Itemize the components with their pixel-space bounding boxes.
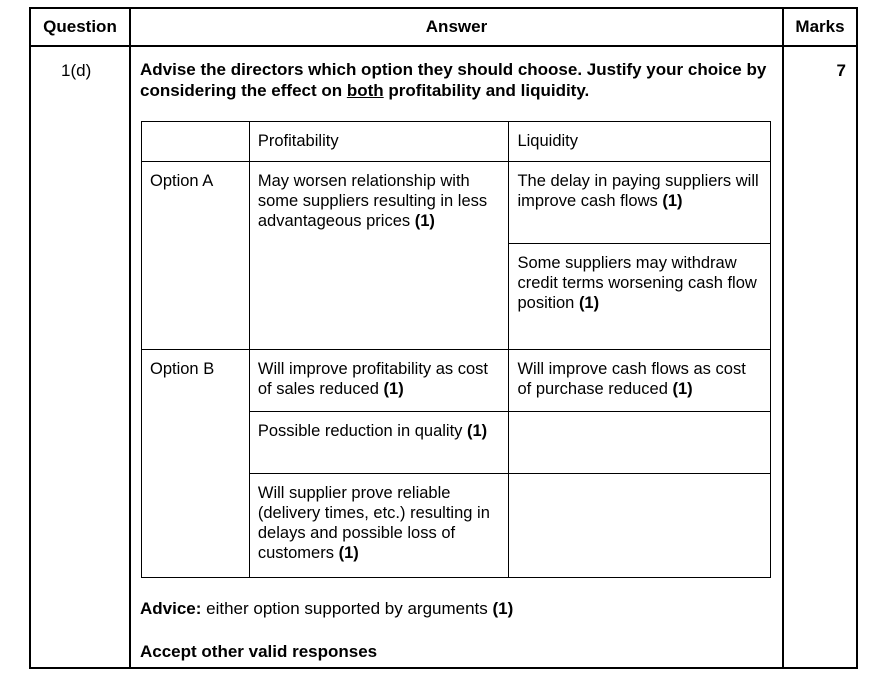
cell-a-profit (249, 162, 509, 350)
mark-label: (1) (338, 544, 359, 562)
options-table (141, 121, 771, 578)
empty-cell (509, 412, 771, 474)
mark-label: (1) (467, 422, 488, 440)
cell-a-liquidity-2 (509, 244, 771, 350)
marks-value: 7 (836, 61, 846, 80)
question-number: 1(d) (61, 61, 92, 80)
header-divider (31, 45, 856, 47)
cell-text: Some suppliers may withdraw credit terms worsening cash flow position (517, 254, 757, 312)
header-answer: Answer (425, 17, 488, 36)
col-header-liquidity: Liquidity (509, 122, 771, 162)
cell-text: Will improve profitability as cost of sales reduced (257, 360, 489, 398)
row-label-option-a: Option A (142, 162, 250, 350)
header-question: Question (43, 17, 117, 36)
header-marks: Marks (795, 17, 845, 36)
mark-label: (1) (383, 380, 404, 398)
cell-text: Possible reduction in quality (257, 422, 463, 440)
cell-text: Will improve cash flows as cost of purchase reduced (517, 360, 746, 398)
empty-cell (509, 474, 771, 578)
row-label-option-b: Option B (142, 350, 250, 578)
question-prompt (140, 59, 780, 101)
advice-label: Advice: (140, 599, 202, 618)
prompt-underlined: both (346, 81, 384, 100)
cell-text: Will supplier prove reliable (delivery times, etc.) resulting in delays and possible loss of customers (257, 484, 490, 562)
mark-label: (1) (414, 212, 435, 230)
cell-b-profit-2 (249, 412, 509, 474)
advice-text: either option supported by arguments (201, 599, 493, 618)
prompt-text-end: profitability and liquidity. (383, 81, 590, 100)
cell-b-profit-3 (249, 474, 509, 578)
column-divider (782, 9, 784, 667)
mark-label: (1) (672, 380, 693, 398)
advice-line (140, 599, 513, 619)
mark-label: (1) (662, 192, 683, 210)
cell-text: May worsen relationship with some suppliers resulting in less advantageous prices (257, 172, 488, 230)
accept-note: Accept other valid responses (140, 642, 378, 661)
cell-a-liquidity-1 (509, 162, 771, 244)
mark-scheme-table (29, 7, 858, 669)
cell-b-profit-1 (249, 350, 509, 412)
cell-text: The delay in paying suppliers will improve cash flows (517, 172, 759, 210)
advice-mark: (1) (492, 599, 514, 618)
cell-b-liquidity-1 (509, 350, 771, 412)
mark-label: (1) (578, 294, 600, 312)
empty-cell (142, 122, 250, 162)
col-header-profitability: Profitability (249, 122, 509, 162)
column-divider (129, 9, 131, 667)
prompt-text: Advise the directors which option they should choose. Justify your choice by considering the effect on (140, 60, 767, 100)
